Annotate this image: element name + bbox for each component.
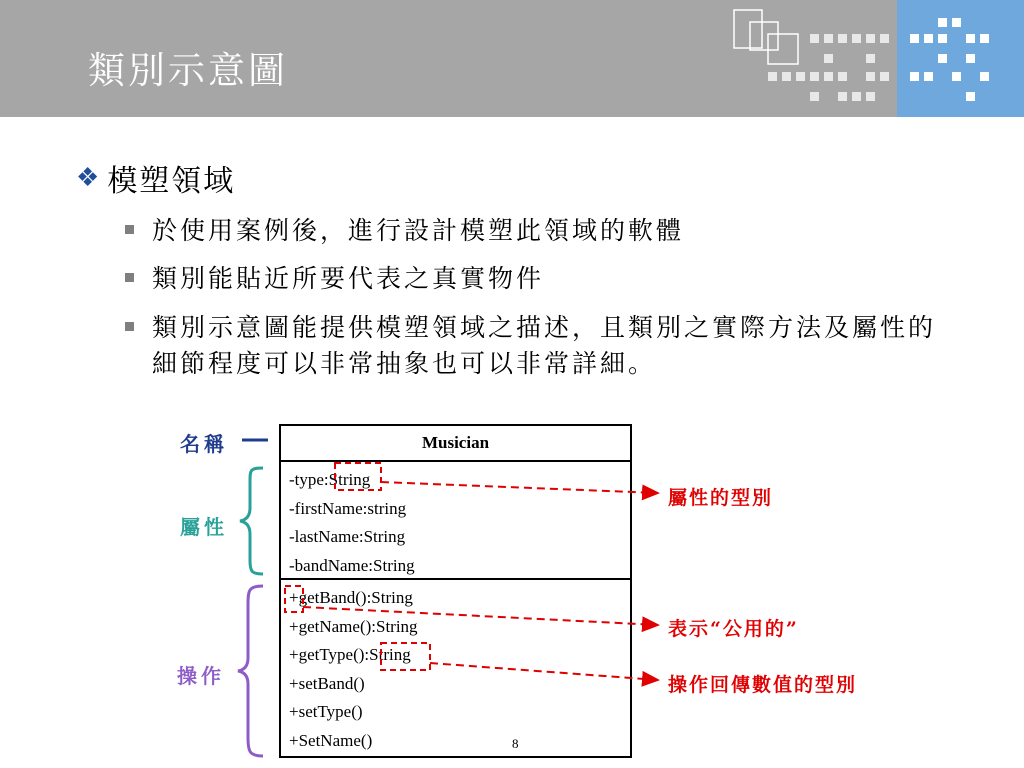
operation-item: +setType() — [289, 702, 363, 722]
sub-bullet-text: 類別示意圖能提供模塑領域之描述，且類別之實際方法及屬性的細節程度可以非常抽象也可以非常詳細。 — [152, 313, 937, 378]
sub-bullet-text: 於使用案例後，進行設計模塑此領域的軟體 — [152, 216, 685, 245]
attribute-item: -type:String — [289, 470, 371, 489]
operations-label: 操作 — [177, 664, 225, 688]
annotation-public: 表示“公用的” — [668, 618, 799, 640]
operation-item: +getBand():String — [289, 588, 413, 607]
operation-item: +SetName() — [289, 730, 373, 750]
main-bullet-text: 模塑領域 — [107, 164, 236, 199]
name-label: 名稱 — [180, 432, 228, 456]
return-type-arrow — [430, 663, 658, 680]
operation-item: +setBand() — [289, 673, 365, 693]
attribute-item: -firstName:string — [289, 498, 407, 518]
operations-brace — [238, 586, 263, 756]
class-name: Musician — [281, 426, 630, 462]
annotation-return-type: 操作回傳數值的型別 — [668, 674, 858, 696]
page-number: 8 — [512, 736, 519, 751]
annotation-attribute-type: 屬性的型別 — [668, 487, 774, 509]
attribute-item: -lastName:String — [289, 527, 406, 547]
operation-item: +getName():String — [289, 616, 418, 636]
attributes-brace — [240, 468, 263, 574]
return-type-highlight-box — [381, 643, 430, 670]
operation-item: +getType():String — [289, 645, 411, 665]
type-arrow — [381, 482, 658, 493]
attribute-item: -bandName:String — [289, 555, 415, 575]
public-arrow — [303, 607, 658, 625]
public-highlight-box — [285, 586, 303, 612]
sub-bullet-text: 類別能貼近所要代表之真實物件 — [152, 264, 545, 293]
type-highlight-box — [335, 463, 381, 490]
diamond-bullet-icon: ❖ — [76, 163, 102, 193]
attributes-label: 屬性 — [180, 515, 228, 539]
page-title: 類別示意圖 — [88, 49, 288, 92]
